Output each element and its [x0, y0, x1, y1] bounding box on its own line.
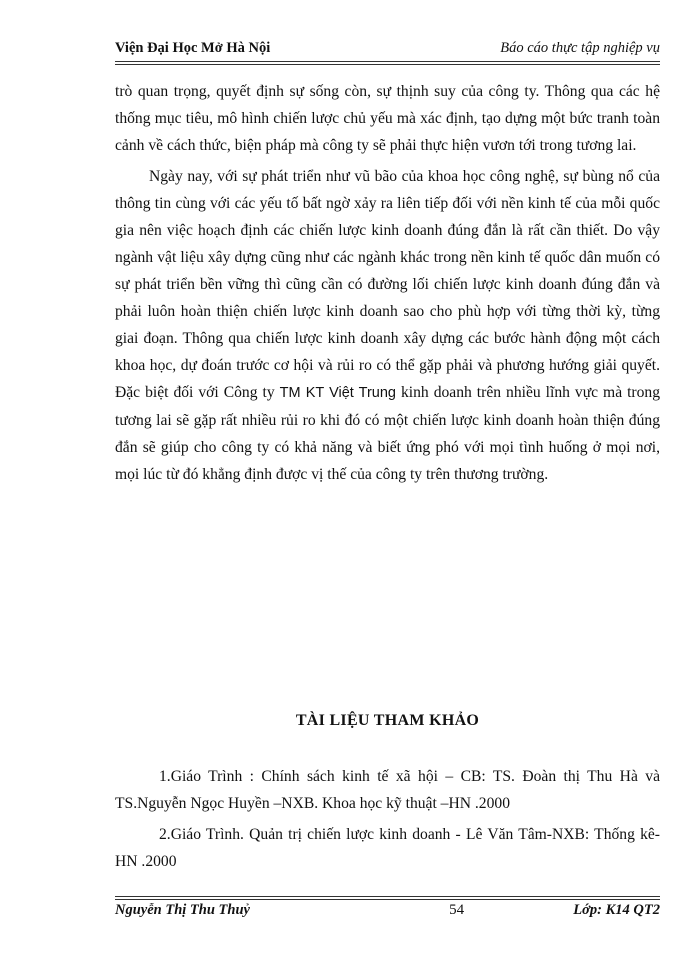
body-text [115, 78, 660, 488]
reference-item: 2.Giáo Trình. Quản trị chiến lược kinh doanh - Lê Văn Tâm-NXB: Thống kê-HN .2000 [115, 826, 660, 870]
references-list [115, 763, 660, 879]
page-footer [115, 902, 660, 919]
reference-item: 1.Giáo Trình : Chính sách kinh tế xã hội – CB: TS. Đoàn thị Thu Hà và TS.Nguyễn Ngọc Huyền –NXB. Khoa học kỹ thuật –HN .2000 [115, 768, 660, 812]
header-rule [115, 61, 660, 62]
paragraph-2-start: Ngày nay, với sự phát triển như vũ bão của khoa học công nghệ, sự bùng nổ của thông tin cùng với các yếu tố bất ngờ xảy ra liên tiếp đối với nền kinh tế của mỗi quốc gia nên việc hoạch định các chiến lược kinh doanh đúng đắn là rất cần thiết. Do vậy ngành vật liệu xây dựng cũng như các ngành khác trong nền kinh tế quốc dân muốn có sự phát triển bền vững thì cũng cần có đường lối chiến lược kinh doanh đúng đắn và phải luôn hoàn thiện chiến lược kinh doanh sao cho phù hợp với từng thời kỳ, từng giai đoạn. Thông qua chiến lược kinh doanh xây dựng các bước hành động một cách khoa học, dự đoán trước cơ hội và rủi ro có thể gặp phải và phương hướng giải quyết. Đặc biệt đối với Công ty [115, 168, 660, 401]
company-name: TM KT Việt Trung [279, 385, 396, 401]
header-institution: Viện Đại Học Mở Hà Nội [115, 40, 271, 56]
page-number: 54 [449, 902, 465, 918]
references-title: TÀI LIỆU THAM KHẢO [295, 712, 480, 729]
header-report-title: Báo cáo thực tập nghiệp vụ [500, 40, 660, 56]
paragraph-2 [115, 163, 660, 488]
footer-class: Lớp: K14 QT2 [573, 902, 660, 918]
paragraph-2-end: kinh doanh trên nhiều lĩnh vực mà trong tương lai sẽ gặp rất nhiều rủi ro khi đó có một chiến lược kinh doanh hoàn thiện đúng đắn sẽ giúp cho công ty có khả năng và biết ứng phó với mọi tình huống ở mọi nơi, mọi lúc từ đó khẳng định được vị thế của công ty trên thương trường. [115, 384, 661, 483]
footer-rule-double [115, 899, 660, 900]
page-header [115, 40, 660, 57]
paragraph-1: trò quan trọng, quyết định sự sống còn, sự thịnh suy của công ty. Thông qua các hệ thống mục tiêu, mô hình chiến lược chủ yếu mà xác định, tạo dựng một bức tranh toàn cảnh về cách thức, biện pháp mà công ty sẽ phải thực hiện vươn tới trong tương lai. [115, 83, 660, 154]
header-rule-double [115, 64, 660, 65]
footer-author: Nguyễn Thị Thu Thuỷ [115, 902, 250, 918]
footer-rule [115, 896, 660, 897]
